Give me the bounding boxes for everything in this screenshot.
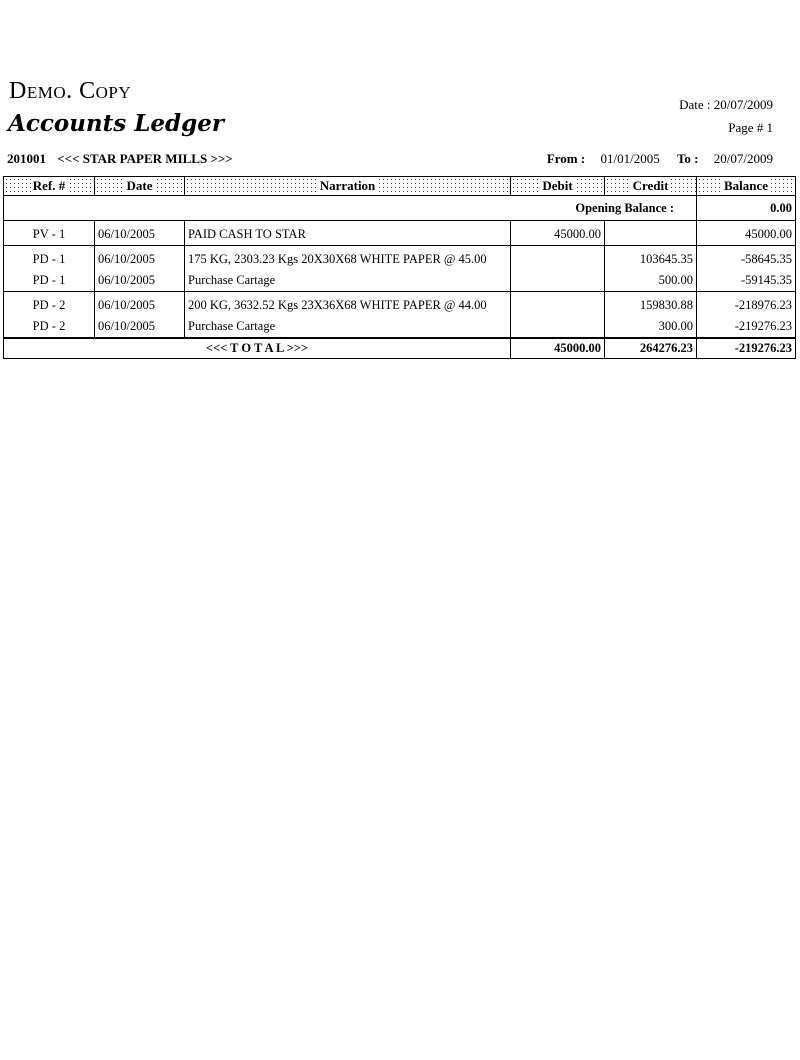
cell-ref: PD - 1 bbox=[4, 246, 95, 271]
total-balance: -219276.23 bbox=[697, 338, 796, 359]
account-heading bbox=[7, 151, 233, 167]
to-date: 20/07/2009 bbox=[713, 151, 773, 166]
cell-date: 06/10/2005 bbox=[95, 221, 185, 246]
cell-ref: PD - 2 bbox=[4, 316, 95, 338]
table-row bbox=[4, 316, 796, 338]
cell-narration: 200 KG, 3632.52 Kgs 23X36X68 WHITE PAPER @ 44.00 bbox=[185, 292, 511, 317]
cell-balance: 45000.00 bbox=[697, 221, 796, 246]
cell-credit: 500.00 bbox=[605, 270, 697, 292]
cell-ref: PV - 1 bbox=[4, 221, 95, 246]
cell-balance: -219276.23 bbox=[697, 316, 796, 338]
table-row bbox=[4, 292, 796, 317]
cell-debit: 45000.00 bbox=[511, 221, 605, 246]
cell-balance: -218976.23 bbox=[697, 292, 796, 317]
cell-date: 06/10/2005 bbox=[95, 316, 185, 338]
cell-narration: Purchase Cartage bbox=[185, 316, 511, 338]
account-code: 201001 bbox=[7, 151, 46, 166]
cell-debit bbox=[511, 246, 605, 271]
cell-debit bbox=[511, 316, 605, 338]
table-row bbox=[4, 221, 796, 246]
cell-narration: 175 KG, 2303.23 Kgs 20X30X68 WHITE PAPER @ 45.00 bbox=[185, 246, 511, 271]
cell-debit bbox=[511, 270, 605, 292]
account-name: <<< STAR PAPER MILLS >>> bbox=[57, 151, 233, 166]
demo-copy-label: Demo. Copy bbox=[9, 78, 132, 104]
date-range bbox=[547, 151, 773, 167]
column-header-narration: Narration bbox=[185, 177, 511, 196]
column-header-date: Date bbox=[95, 177, 185, 196]
cell-date: 06/10/2005 bbox=[95, 246, 185, 271]
cell-ref: PD - 2 bbox=[4, 292, 95, 317]
total-credit: 264276.23 bbox=[605, 338, 697, 359]
column-header-debit: Debit bbox=[511, 177, 605, 196]
report-title: Accounts Ledger bbox=[8, 110, 224, 137]
cell-credit bbox=[605, 221, 697, 246]
table-row bbox=[4, 270, 796, 292]
cell-narration: Purchase Cartage bbox=[185, 270, 511, 292]
total-debit: 45000.00 bbox=[511, 338, 605, 359]
cell-credit: 300.00 bbox=[605, 316, 697, 338]
opening-balance-label: Opening Balance : bbox=[4, 196, 697, 221]
cell-debit bbox=[511, 292, 605, 317]
cell-credit: 103645.35 bbox=[605, 246, 697, 271]
report-date: Date : 20/07/2009 bbox=[679, 97, 773, 112]
opening-balance-value: 0.00 bbox=[697, 196, 796, 221]
cell-balance: -58645.35 bbox=[697, 246, 796, 271]
column-header-balance: Balance bbox=[697, 177, 796, 196]
cell-date: 06/10/2005 bbox=[95, 270, 185, 292]
cell-narration: PAID CASH TO STAR bbox=[185, 221, 511, 246]
total-row bbox=[4, 338, 796, 359]
table-row bbox=[4, 246, 796, 271]
to-label: To : bbox=[676, 151, 699, 166]
table-header-row bbox=[4, 177, 796, 196]
cell-ref: PD - 1 bbox=[4, 270, 95, 292]
from-date: 01/01/2005 bbox=[600, 151, 660, 166]
page-number: Page # 1 bbox=[728, 120, 773, 135]
opening-balance-row bbox=[4, 196, 796, 221]
from-label: From : bbox=[546, 151, 586, 166]
column-header-credit: Credit bbox=[605, 177, 697, 196]
total-label: <<< T O T A L >>> bbox=[4, 338, 511, 359]
cell-date: 06/10/2005 bbox=[95, 292, 185, 317]
column-header-ref: Ref. # bbox=[4, 177, 95, 196]
cell-balance: -59145.35 bbox=[697, 270, 796, 292]
ledger-table bbox=[3, 176, 796, 359]
cell-credit: 159830.88 bbox=[605, 292, 697, 317]
